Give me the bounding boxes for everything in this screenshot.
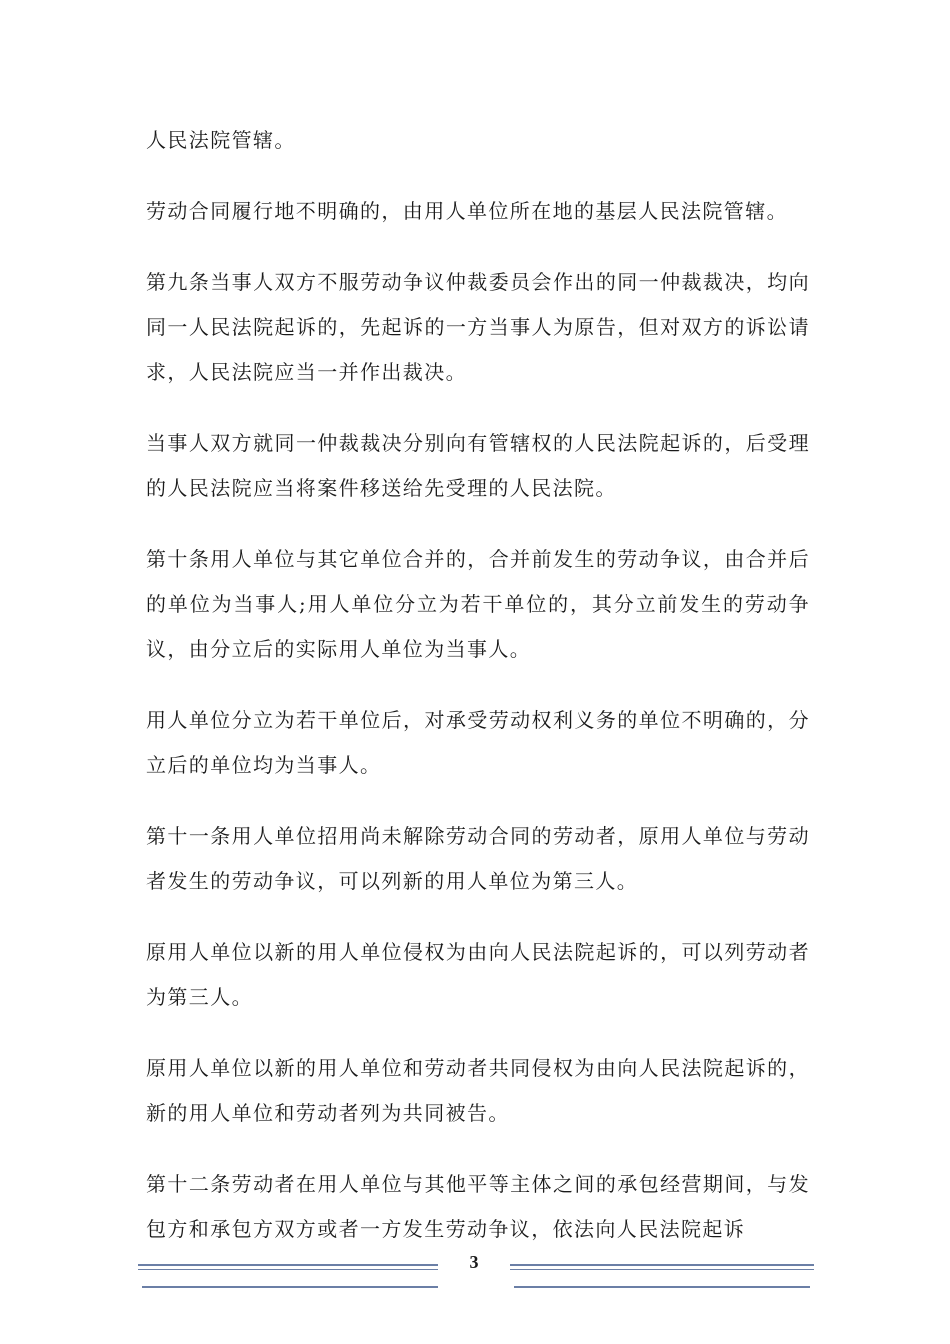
paragraph-3: 第九条当事人双方不服劳动争议仲裁委员会作出的同一仲裁裁决，均向同一人民法院起诉的，先起诉的一方当事人为原告，但对双方的诉讼请求，人民法院应当一并作出裁决。	[146, 270, 810, 384]
paragraph-5: 第十条用人单位与其它单位合并的，合并前发生的劳动争议，由合并后的单位为当事人;用人单位分立为若干单位的，其分立前发生的劳动争议，由分立后的实际用人单位为当事人。	[146, 547, 810, 661]
paragraph-1: 人民法院管辖。	[146, 128, 296, 152]
paragraph-8: 原用人单位以新的用人单位侵权为由向人民法院起诉的，可以列劳动者为第三人。	[146, 940, 810, 1009]
paragraph-2: 劳动合同履行地不明确的，由用人单位所在地的基层人民法院管辖。	[146, 199, 788, 223]
paragraph-7: 第十一条用人单位招用尚未解除劳动合同的劳动者，原用人单位与劳动者发生的劳动争议，可以列新的用人单位为第三人。	[146, 824, 810, 893]
paragraph-10: 第十二条劳动者在用人单位与其他平等主体之间的承包经营期间，与发包方和承包方双方或者一方发生劳动争议，依法向人民法院起诉	[146, 1172, 810, 1241]
page-number: 3	[469, 1252, 479, 1272]
footer-rule-right-top	[510, 1264, 814, 1266]
paragraph-4: 当事人双方就同一仲裁裁决分别向有管辖权的人民法院起诉的，后受理的人民法院应当将案件移送给先受理的人民法院。	[146, 431, 810, 500]
footer-rule-right-mid	[510, 1269, 814, 1270]
page-footer	[138, 1252, 814, 1296]
footer-rule-left-mid	[138, 1269, 438, 1270]
paragraph-9: 原用人单位以新的用人单位和劳动者共同侵权为由向人民法院起诉的，新的用人单位和劳动者列为共同被告。	[146, 1056, 810, 1125]
footer-rule-left-top	[138, 1264, 438, 1266]
paragraph-6: 用人单位分立为若干单位后，对承受劳动权利义务的单位不明确的，分立后的单位均为当事人。	[146, 708, 810, 777]
footer-rule-left-bottom	[142, 1286, 438, 1288]
document-body	[146, 118, 810, 1278]
footer-rule-right-bottom	[514, 1286, 810, 1288]
